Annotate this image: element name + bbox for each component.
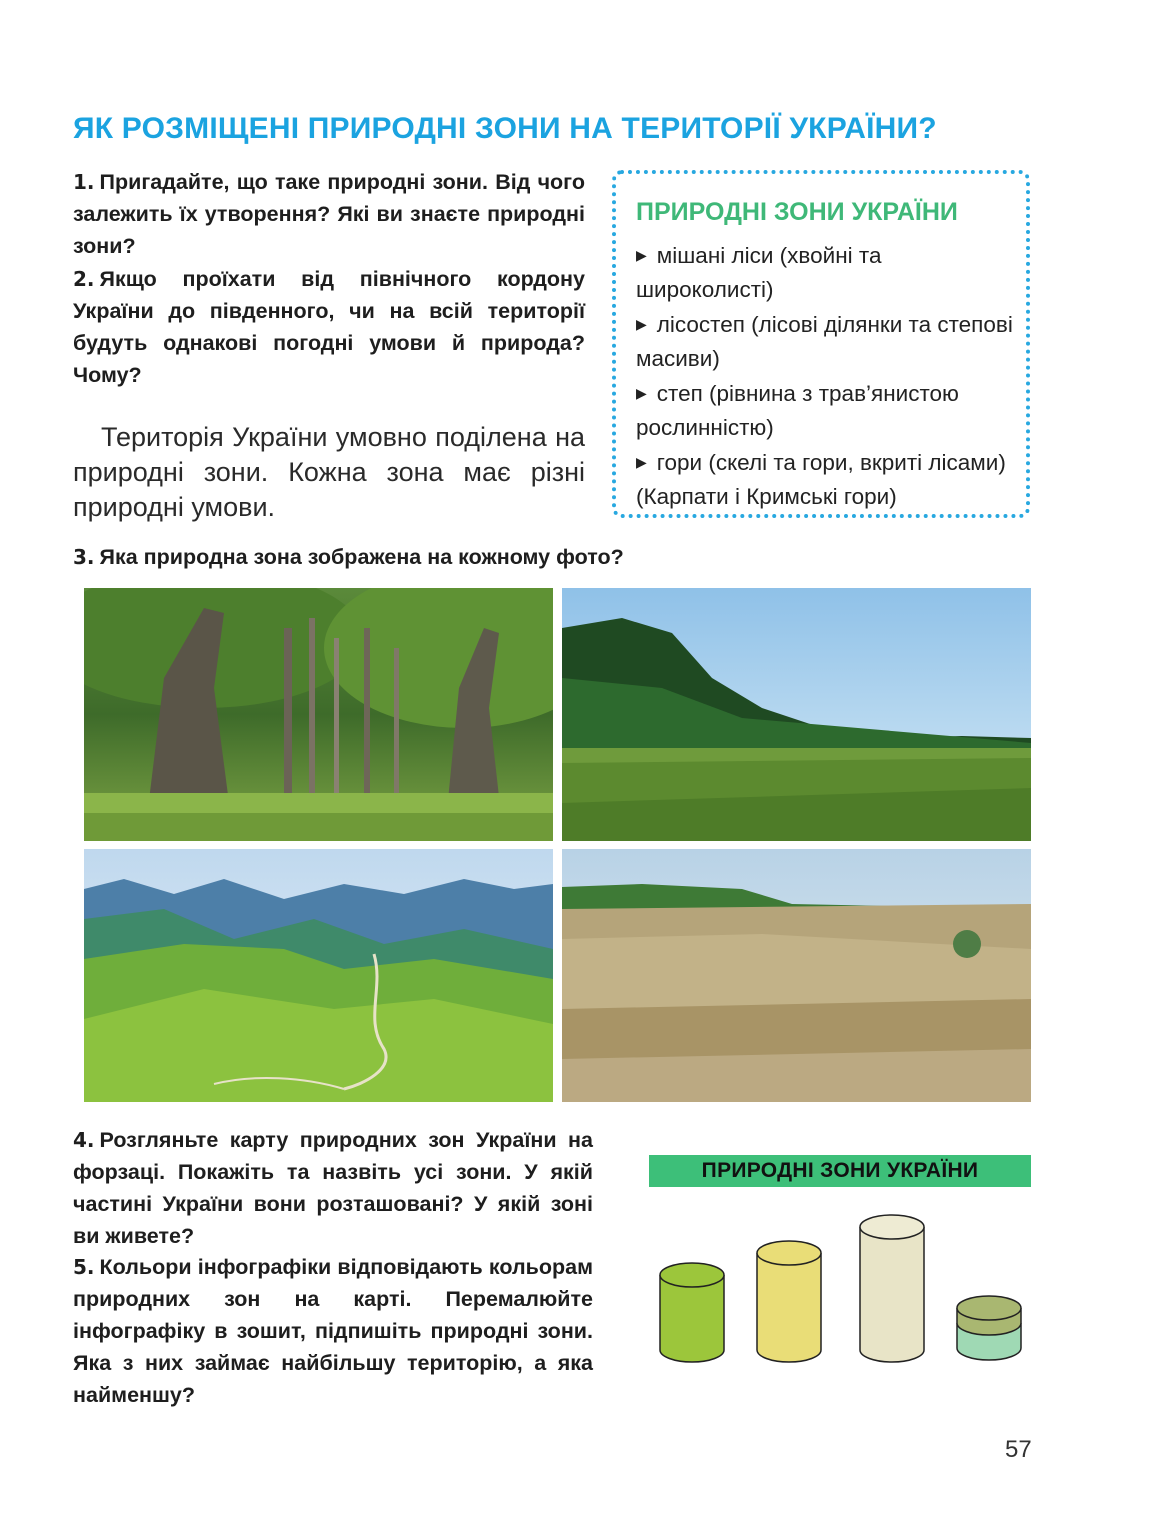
question-number: 5. <box>73 1255 95 1279</box>
list-item <box>636 309 1016 374</box>
question-1 <box>73 166 585 262</box>
question-text: Пригадайте, що таке природні зони. Від чого залежить їх утворення? Які ви знаєте природні зони? <box>73 170 585 258</box>
photo-steppe <box>562 849 1031 1102</box>
list-item-text: мішані ліси (хвойні та широколисті) <box>636 243 882 302</box>
page-number: 57 <box>1005 1436 1032 1463</box>
question-text: Яка природна зона зображена на кожному фото? <box>99 545 624 569</box>
photo-mountains <box>84 849 553 1102</box>
question-4 <box>73 1124 593 1252</box>
question-text: Кольори інфографіки відповідають кольорам природних зон на карті. Перемалюйте інфографіку в зошит, підпишіть природні зони. Яка з них займає найбільшу територію, а яка найменшу? <box>73 1255 593 1407</box>
cylinder-mountains <box>957 1296 1021 1360</box>
photo-forest-steppe <box>562 588 1031 841</box>
question-number: 2. <box>73 267 95 291</box>
cylinder-steppe <box>860 1215 924 1362</box>
question-number: 3. <box>73 545 95 569</box>
infobox-heading: ПРИРОДНІ ЗОНИ УКРАЇНИ <box>636 198 958 226</box>
question-number: 1. <box>73 170 95 194</box>
zones-list <box>636 240 1016 516</box>
cylinder-mixed-forest <box>660 1263 724 1362</box>
list-item <box>636 447 1016 512</box>
list-item-text: лісостеп (лісові ділянки та степові масиви) <box>636 312 1013 371</box>
natural-zones-infobox <box>612 170 1030 518</box>
question-3 <box>73 541 973 573</box>
question-number: 4. <box>73 1128 95 1152</box>
list-item-text: гори (скелі та гори, вкриті лісами) (Карпати і Кримські гори) <box>636 450 1006 509</box>
list-item-text: степ (рівнина з трав’янистою рослинністю) <box>636 381 959 440</box>
infographic-cylinders <box>640 1205 1040 1375</box>
intro-paragraph: Територія України умовно поділена на природні зони. Кожна зона має різні природні умови. <box>73 422 585 522</box>
triangle-bullet-icon: ▶ <box>636 454 647 470</box>
question-2 <box>73 263 585 391</box>
triangle-bullet-icon: ▶ <box>636 385 647 401</box>
page-title: ЯК РОЗМІЩЕНІ ПРИРОДНІ ЗОНИ НА ТЕРИТОРІЇ УКРАЇНИ? <box>73 112 937 145</box>
triangle-bullet-icon: ▶ <box>636 316 647 332</box>
photo-mixed-forest <box>84 588 553 841</box>
cylinder-forest-steppe <box>757 1241 821 1362</box>
triangle-bullet-icon: ▶ <box>636 247 647 263</box>
question-text: Розгляньте карту природних зон України на форзаці. Покажіть та назвіть усі зони. У якій частині України вони розташовані? У якій зоні ви живете? <box>73 1128 593 1248</box>
question-text: Якщо проїхати від північного кордону України до південного, чи на всій території будуть однакові погодні умови й природа? Чому? <box>73 267 585 387</box>
list-item <box>636 240 1016 305</box>
infographic-banner: ПРИРОДНІ ЗОНИ УКРАЇНИ <box>649 1155 1031 1187</box>
list-item <box>636 378 1016 443</box>
question-5 <box>73 1251 593 1411</box>
